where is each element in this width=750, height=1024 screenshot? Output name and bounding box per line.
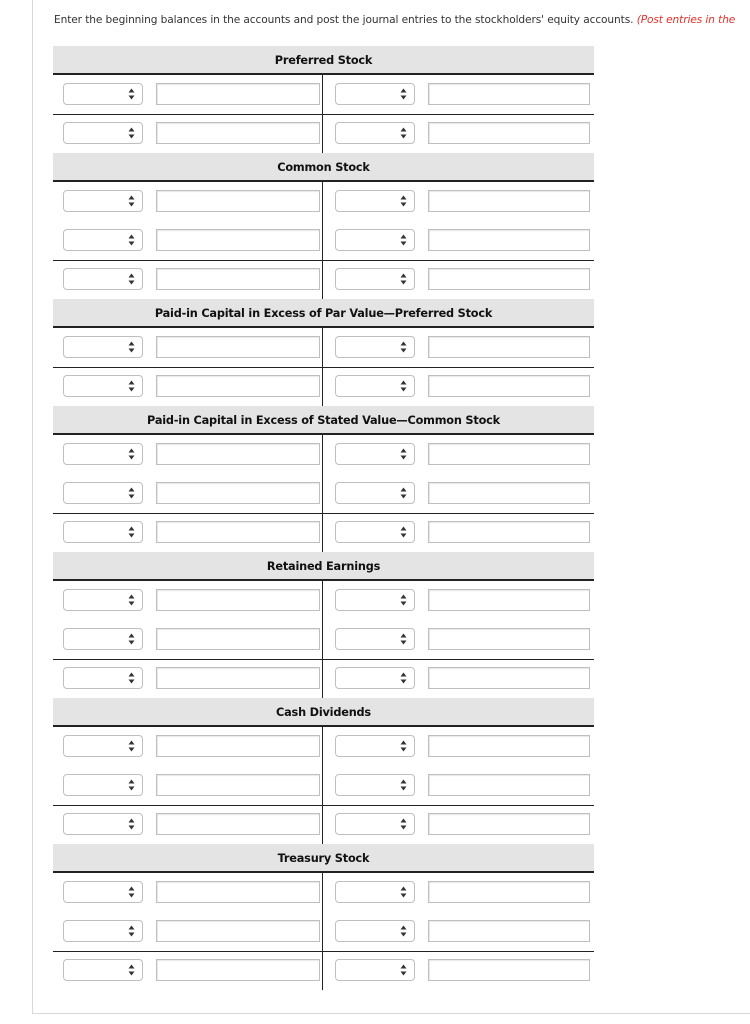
t-account-row [53, 75, 594, 114]
credit-account-select[interactable] [335, 521, 415, 543]
up-down-arrows-icon [400, 341, 407, 353]
debit-account-select[interactable] [63, 375, 143, 397]
up-down-arrows-icon [128, 964, 135, 976]
debit-account-select[interactable] [63, 881, 143, 903]
t-account-row [53, 328, 594, 367]
credit-account-select[interactable] [335, 628, 415, 650]
account-cash-dividends [53, 698, 594, 844]
debit-amount-input[interactable] [156, 268, 320, 290]
credit-account-select[interactable] [335, 959, 415, 981]
t-account-row [53, 727, 594, 766]
debit-amount-input[interactable] [156, 482, 320, 504]
debit-amount-input[interactable] [156, 443, 320, 465]
up-down-arrows-icon [128, 448, 135, 460]
up-down-arrows-icon [128, 886, 135, 898]
debit-amount-input[interactable] [156, 190, 320, 212]
credit-account-select[interactable] [335, 735, 415, 757]
credit-account-select[interactable] [335, 667, 415, 689]
debit-amount-input[interactable] [156, 229, 320, 251]
credit-account-select[interactable] [335, 229, 415, 251]
t-account-row [53, 114, 594, 153]
up-down-arrows-icon [400, 273, 407, 285]
debit-account-select[interactable] [63, 122, 143, 144]
debit-account-select[interactable] [63, 774, 143, 796]
up-down-arrows-icon [400, 487, 407, 499]
up-down-arrows-icon [400, 964, 407, 976]
up-down-arrows-icon [128, 594, 135, 606]
debit-account-select[interactable] [63, 482, 143, 504]
account-title: Common Stock [53, 153, 594, 182]
credit-account-select[interactable] [335, 774, 415, 796]
debit-amount-input[interactable] [156, 959, 320, 981]
t-account-row [53, 221, 594, 260]
t-account-row [53, 766, 594, 805]
credit-account-select[interactable] [335, 83, 415, 105]
up-down-arrows-icon [128, 127, 135, 139]
credit-amount-input[interactable] [428, 521, 590, 543]
up-down-arrows-icon [400, 380, 407, 392]
up-down-arrows-icon [128, 273, 135, 285]
account-common-stock [53, 153, 594, 299]
debit-amount-input[interactable] [156, 589, 320, 611]
t-account-body [53, 581, 594, 698]
credit-amount-input[interactable] [428, 735, 590, 757]
debit-amount-input[interactable] [156, 628, 320, 650]
instructions-note: (Post entries in the [636, 14, 736, 26]
up-down-arrows-icon [400, 526, 407, 538]
t-account-row [53, 912, 594, 951]
up-down-arrows-icon [400, 925, 407, 937]
t-account-body [53, 435, 594, 552]
credit-amount-input[interactable] [428, 774, 590, 796]
credit-account-select[interactable] [335, 268, 415, 290]
debit-account-select[interactable] [63, 628, 143, 650]
up-down-arrows-icon [128, 195, 135, 207]
up-down-arrows-icon [128, 234, 135, 246]
debit-amount-input[interactable] [156, 667, 320, 689]
up-down-arrows-icon [128, 818, 135, 830]
up-down-arrows-icon [128, 779, 135, 791]
debit-account-select[interactable] [63, 229, 143, 251]
up-down-arrows-icon [128, 380, 135, 392]
t-account-body [53, 182, 594, 299]
credit-amount-input[interactable] [428, 375, 590, 397]
account-title: Paid-in Capital in Excess of Par Value—Preferred Stock [53, 299, 594, 328]
credit-amount-input[interactable] [428, 443, 590, 465]
account-title: Cash Dividends [53, 698, 594, 727]
t-account-body [53, 873, 594, 990]
up-down-arrows-icon [400, 88, 407, 100]
credit-amount-input[interactable] [428, 628, 590, 650]
credit-account-select[interactable] [335, 589, 415, 611]
credit-account-select[interactable] [335, 375, 415, 397]
t-account-row [53, 873, 594, 912]
credit-amount-input[interactable] [428, 122, 590, 144]
debit-amount-input[interactable] [156, 122, 320, 144]
t-account-row [53, 513, 594, 552]
debit-amount-input[interactable] [156, 920, 320, 942]
credit-account-select[interactable] [335, 443, 415, 465]
t-account-row [53, 805, 594, 844]
t-account-body [53, 75, 594, 153]
credit-amount-input[interactable] [428, 482, 590, 504]
debit-account-select[interactable] [63, 589, 143, 611]
credit-account-select[interactable] [335, 881, 415, 903]
credit-amount-input[interactable] [428, 268, 590, 290]
up-down-arrows-icon [128, 341, 135, 353]
credit-amount-input[interactable] [428, 667, 590, 689]
up-down-arrows-icon [400, 195, 407, 207]
up-down-arrows-icon [128, 740, 135, 752]
credit-amount-input[interactable] [428, 881, 590, 903]
credit-account-select[interactable] [335, 920, 415, 942]
up-down-arrows-icon [400, 672, 407, 684]
account-title: Treasury Stock [53, 844, 594, 873]
t-account-row [53, 260, 594, 299]
t-account-body [53, 328, 594, 406]
debit-amount-input[interactable] [156, 881, 320, 903]
up-down-arrows-icon [128, 925, 135, 937]
debit-amount-input[interactable] [156, 813, 320, 835]
up-down-arrows-icon [128, 633, 135, 645]
up-down-arrows-icon [400, 818, 407, 830]
credit-amount-input[interactable] [428, 813, 590, 835]
t-accounts [53, 46, 594, 990]
up-down-arrows-icon [400, 234, 407, 246]
up-down-arrows-icon [400, 886, 407, 898]
up-down-arrows-icon [128, 526, 135, 538]
account-treasury-stock [53, 844, 594, 990]
t-account-row [53, 182, 594, 221]
debit-account-select[interactable] [63, 813, 143, 835]
credit-amount-input[interactable] [428, 959, 590, 981]
up-down-arrows-icon [128, 672, 135, 684]
debit-amount-input[interactable] [156, 774, 320, 796]
t-account-row [53, 581, 594, 620]
instructions-text: Enter the beginning balances in the accounts and post the journal entries to the stockholders' equity accounts. [54, 14, 634, 26]
account-retained-earnings [53, 552, 594, 698]
credit-account-select[interactable] [335, 122, 415, 144]
t-account-row [53, 620, 594, 659]
up-down-arrows-icon [400, 633, 407, 645]
t-account-body [53, 727, 594, 844]
debit-account-select[interactable] [63, 83, 143, 105]
credit-account-select[interactable] [335, 482, 415, 504]
t-account-row [53, 659, 594, 698]
debit-account-select[interactable] [63, 443, 143, 465]
up-down-arrows-icon [400, 448, 407, 460]
debit-amount-input[interactable] [156, 83, 320, 105]
up-down-arrows-icon [400, 127, 407, 139]
up-down-arrows-icon [128, 88, 135, 100]
account-paid-in-capital-in-excess-of-stated-value-common-stock [53, 406, 594, 552]
credit-amount-input[interactable] [428, 920, 590, 942]
debit-account-select[interactable] [63, 735, 143, 757]
credit-amount-input[interactable] [428, 336, 590, 358]
credit-account-select[interactable] [335, 336, 415, 358]
debit-account-select[interactable] [63, 667, 143, 689]
account-preferred-stock [53, 46, 594, 153]
debit-amount-input[interactable] [156, 375, 320, 397]
account-title: Preferred Stock [53, 46, 594, 75]
debit-account-select[interactable] [63, 336, 143, 358]
up-down-arrows-icon [400, 594, 407, 606]
instructions [54, 14, 735, 26]
account-title: Paid-in Capital in Excess of Stated Value—Common Stock [53, 406, 594, 435]
account-title: Retained Earnings [53, 552, 594, 581]
debit-amount-input[interactable] [156, 336, 320, 358]
credit-account-select[interactable] [335, 813, 415, 835]
up-down-arrows-icon [128, 487, 135, 499]
credit-account-select[interactable] [335, 190, 415, 212]
up-down-arrows-icon [400, 779, 407, 791]
debit-account-select[interactable] [63, 521, 143, 543]
credit-amount-input[interactable] [428, 229, 590, 251]
up-down-arrows-icon [400, 740, 407, 752]
debit-account-select[interactable] [63, 920, 143, 942]
account-paid-in-capital-in-excess-of-par-value-preferred-stock [53, 299, 594, 406]
debit-account-select[interactable] [63, 268, 143, 290]
debit-amount-input[interactable] [156, 735, 320, 757]
question-panel [32, 0, 750, 1014]
credit-amount-input[interactable] [428, 83, 590, 105]
t-account-row [53, 435, 594, 474]
debit-account-select[interactable] [63, 190, 143, 212]
t-account-row [53, 367, 594, 406]
debit-amount-input[interactable] [156, 521, 320, 543]
t-account-row [53, 951, 594, 990]
debit-account-select[interactable] [63, 959, 143, 981]
credit-amount-input[interactable] [428, 589, 590, 611]
t-account-row [53, 474, 594, 513]
credit-amount-input[interactable] [428, 190, 590, 212]
